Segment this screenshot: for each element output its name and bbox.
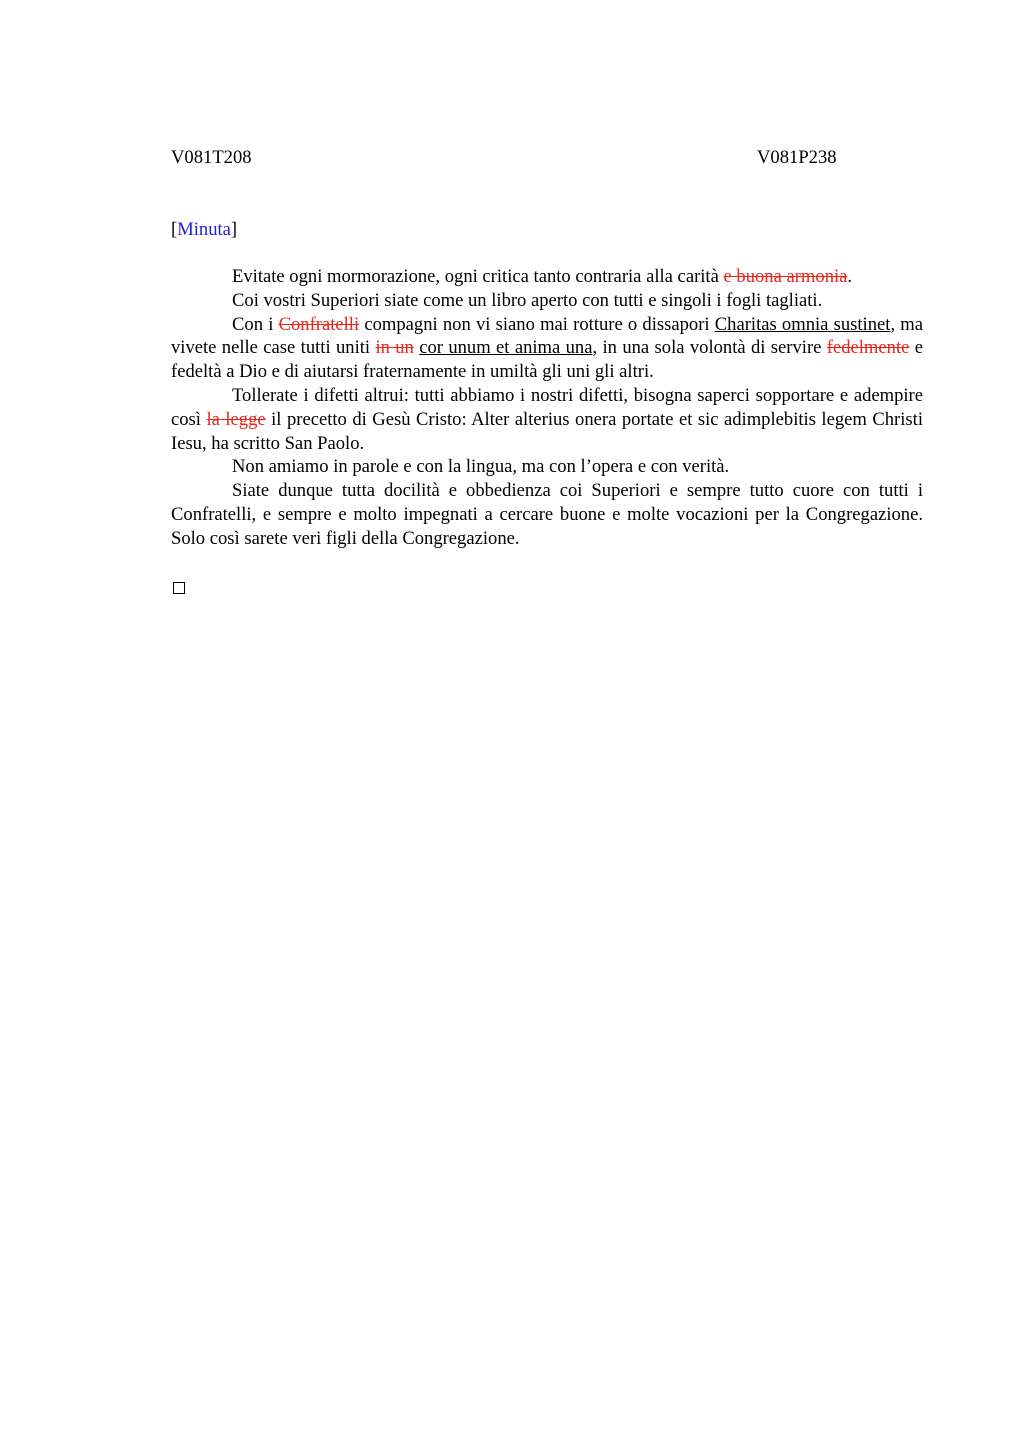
text-run: compagni non vi siano mai rotture o dissapori — [359, 313, 715, 335]
paragraph-4 — [171, 384, 923, 455]
square-outline-icon — [173, 582, 185, 594]
paragraph-2 — [171, 289, 923, 313]
deleted-text: Confratelli — [278, 313, 360, 335]
document-code-right: V081P238 — [757, 147, 837, 168]
text-run: . — [847, 266, 853, 287]
minuta-label — [171, 218, 237, 242]
paragraph-3 — [171, 313, 923, 384]
text-run: il precetto di Gesù Cristo: Alter alterius onera portate et sic adimplebitis legem Christi Iesu, ha scritto San Paolo. — [171, 408, 923, 454]
text-run: Evitate ogni mormorazione, ogni critica tanto contraria alla carità — [232, 266, 724, 287]
text-run: Con i — [232, 313, 279, 335]
letter-body — [171, 265, 923, 594]
text-run: e fedeltà a Dio e di aiutarsi fraternamente in umiltà gli uni gli altri. — [171, 337, 923, 383]
label-word: Minuta — [177, 219, 231, 240]
deleted-text: la legge — [206, 408, 266, 430]
text-run: , in una sola volontà di servire — [592, 337, 827, 359]
paragraph-1 — [171, 265, 923, 289]
paragraph-5 — [171, 455, 923, 479]
document-code-left: V081T208 — [171, 147, 252, 168]
deleted-text: in un — [375, 337, 414, 359]
underlined-text: cor unum et anima una — [419, 337, 593, 359]
text-run: Tollerate i difetti altrui: tutti abbiamo i nostri difetti, bisogna saperci sopportare e adempire così — [171, 384, 923, 430]
end-marker — [171, 582, 923, 594]
deleted-text: fedelmente — [826, 337, 910, 359]
text-run: Siate dunque tutta docilità e obbedienza coi Superiori e sempre tutto cuore con tutti i Confratelli, e sempre e molto impegnati a cercare buone e molte vocazioni per la Congregazione. Solo così sarete veri figli della Congregazione. — [171, 480, 923, 549]
paragraph-6 — [171, 479, 923, 550]
deleted-text: e buona armonia — [723, 266, 848, 287]
label-close-bracket: ] — [230, 219, 238, 240]
text-run: Coi vostri Superiori siate come un libro aperto con tutti e singoli i fogli tagliati. — [232, 289, 823, 311]
text-run: , ma vivete nelle case tutti uniti — [171, 313, 924, 359]
underlined-text: Charitas omnia sustinet — [714, 313, 891, 335]
text-run: Non amiamo in parole e con la lingua, ma con l’opera e con verità. — [232, 456, 730, 478]
label-open-bracket: [ — [171, 219, 178, 240]
